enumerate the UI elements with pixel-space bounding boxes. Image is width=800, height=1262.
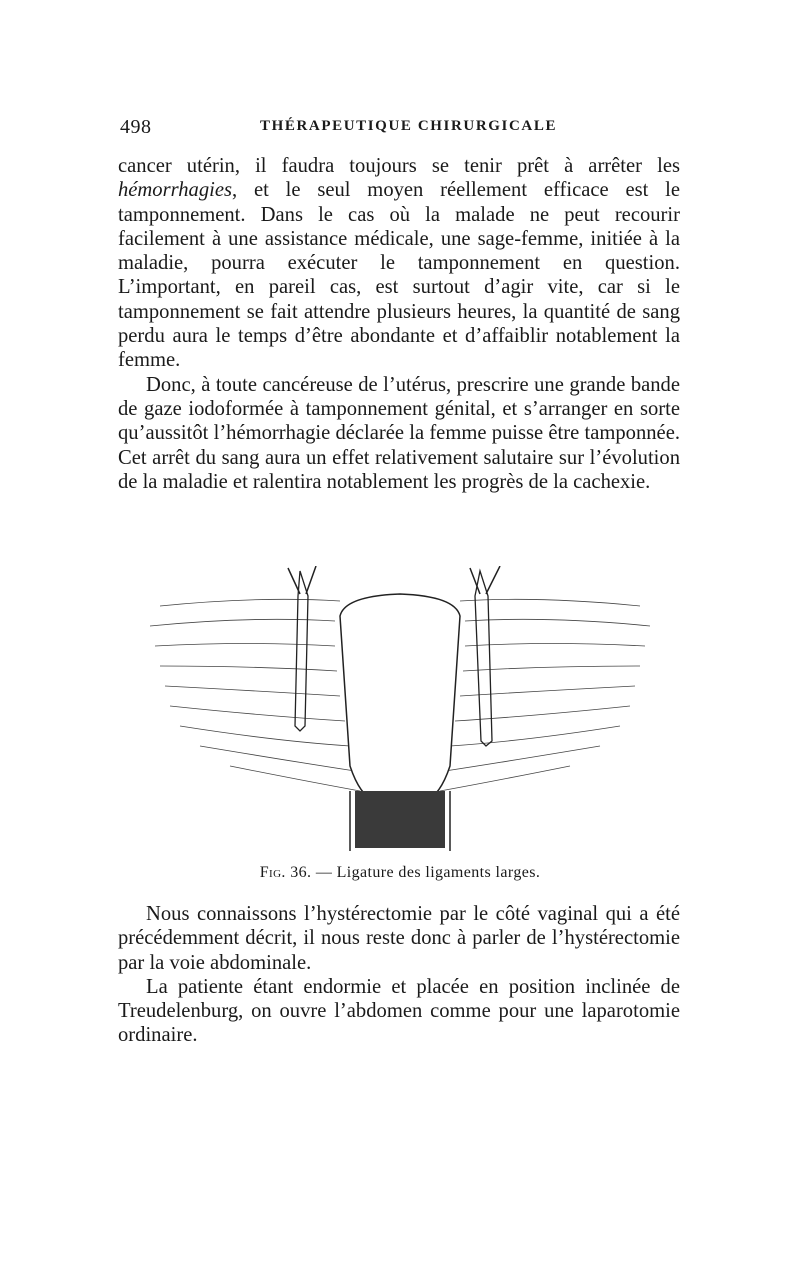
- uterus-outline: [340, 594, 460, 801]
- paragraph-1-start: cancer utérin, il faudra toujours se tenir prêt à arrêter les: [118, 155, 680, 177]
- ligature-left-ties: [288, 566, 316, 594]
- paragraph-1: [118, 154, 680, 373]
- paragraph-1-rest: , et le seul moyen réellement efficace est le tamponnement. Dans le cas où la malade ne peut recourir facilement à une assistance médicale, une sage-femme, initiée à la maladie, pourra exécuter le tamponnement en question. L’important, en pareil cas, est surtout d’agir vite, car si le tamponnement se fait attendre plusieurs heures, la quantité de sang perdu aura le temps d’être abondante et d’affaiblir notablement la femme.: [118, 179, 680, 372]
- ligature-left: [295, 571, 308, 731]
- emphasis-hemorrhagies: hémorrhagies: [118, 179, 233, 202]
- figure-caption-text: — Ligature des ligaments larges.: [311, 864, 541, 881]
- page-number: 498: [120, 116, 152, 138]
- paragraph-4: La patiente étant endormie et placée en position inclinée de Treudelenburg, on ouvre l’abdomen comme pour une laparotomie ordinaire.: [118, 975, 680, 1047]
- running-head: THÉRAPEUTIQUE CHIRURGICALE: [260, 118, 558, 134]
- paragraph-3: Nous connaissons l’hystérectomie par le côté vaginal qui a été précédemment décrit, il nous reste donc à parler de l’hystérectomie par la voie abdominale.: [118, 903, 680, 974]
- figure-caption-label: Fig. 36.: [259, 864, 312, 881]
- figure-caption: [0, 864, 800, 882]
- ligature-right-ties: [470, 566, 500, 594]
- cervix-shaded: [355, 791, 445, 848]
- text-block-top: [118, 154, 680, 494]
- figure-36-illustration: [140, 566, 660, 856]
- paragraph-2: Donc, à toute cancéreuse de l’utérus, prescrire une grande bande de gaze iodoformée à tamponnement génital, et s’arranger en sorte qu’aussitôt l’hémorrhagie déclarée la femme puisse être tamponnée. Cet arrêt du sang aura un effet relativement salutaire sur l’évolution de la maladie et ralentira notablement les progrès de la cachexie.: [118, 373, 680, 493]
- page-header: [120, 116, 680, 140]
- text-block-bottom: [118, 902, 680, 1048]
